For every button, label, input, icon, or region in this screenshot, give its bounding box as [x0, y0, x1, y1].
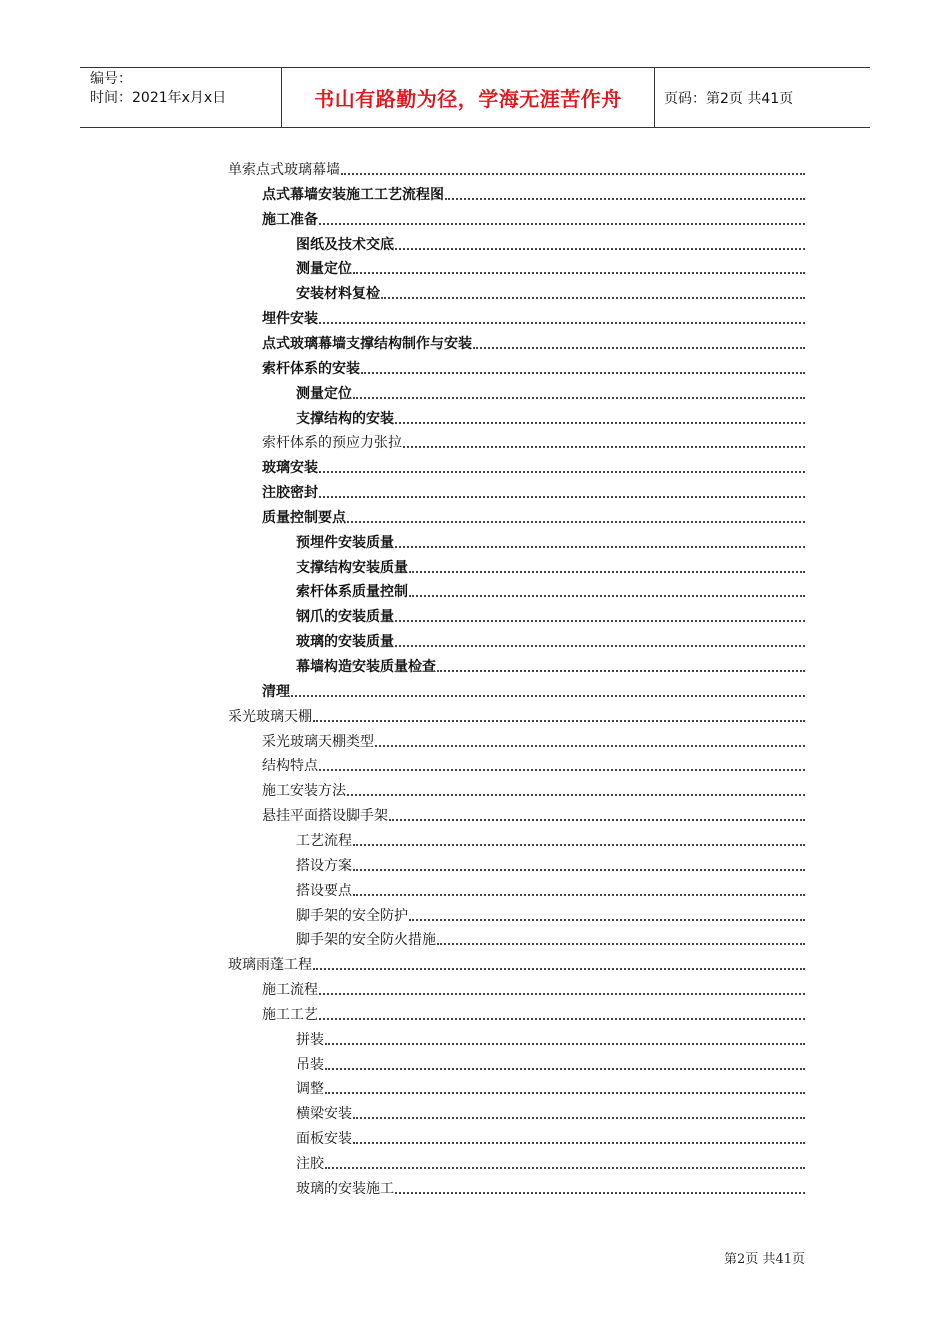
toc-dot-leader [319, 496, 805, 498]
toc-dot-leader [445, 198, 805, 200]
toc-dot-leader [409, 919, 805, 921]
toc-entry-label: 点式玻璃幕墙支撑结构制作与安装 [262, 335, 472, 352]
toc-dot-leader [381, 297, 805, 299]
toc-dot-leader [319, 471, 805, 473]
toc-entry[interactable] [262, 776, 805, 800]
toc-dot-leader [325, 1167, 805, 1169]
toc-entry-label: 支撑结构安装质量 [296, 559, 408, 576]
toc-dot-leader [325, 1043, 805, 1045]
toc-entry[interactable] [262, 1000, 805, 1024]
toc-entry-label: 采光玻璃天棚 [228, 708, 312, 725]
header-meta [80, 68, 282, 127]
toc-entry-label: 索杆体系的预应力张拉 [262, 435, 402, 452]
toc-entry[interactable] [262, 453, 805, 477]
toc-entry-label: 玻璃雨蓬工程 [228, 957, 312, 974]
toc-entry-label: 注胶 [296, 1156, 324, 1172]
toc-dot-leader [319, 769, 805, 771]
toc-entry-label: 工艺流程 [296, 832, 352, 849]
toc-entry[interactable] [296, 379, 805, 403]
toc-entry-label: 脚手架的安全防火措施 [296, 932, 436, 949]
toc-entry[interactable] [296, 1124, 805, 1148]
toc-entry-label: 悬挂平面搭设脚手架 [262, 808, 388, 825]
toc-dot-leader [409, 595, 805, 597]
document-number-label: 编号： [90, 71, 132, 87]
toc-entry[interactable] [296, 627, 805, 651]
toc-dot-leader [319, 1018, 805, 1020]
toc-entry[interactable] [296, 230, 805, 254]
toc-entry-label: 埋件安装 [262, 311, 318, 328]
toc-entry-label: 索杆体系质量控制 [296, 584, 408, 601]
toc-entry[interactable] [262, 304, 805, 328]
toc-dot-leader [375, 745, 805, 747]
toc-entry[interactable] [262, 478, 805, 502]
toc-entry[interactable] [262, 354, 805, 378]
toc-dot-leader [325, 1068, 805, 1070]
toc-entry[interactable] [262, 727, 805, 751]
toc-entry-label: 支撑结构的安装 [296, 410, 394, 427]
toc-entry[interactable] [296, 553, 805, 577]
toc-entry-label: 玻璃安装 [262, 460, 318, 477]
toc-entry[interactable] [262, 205, 805, 229]
toc-entry[interactable] [296, 602, 805, 626]
toc-entry[interactable] [296, 1025, 805, 1049]
toc-entry[interactable] [296, 404, 805, 428]
toc-dot-leader [437, 943, 805, 945]
toc-dot-leader [353, 272, 805, 274]
toc-dot-leader [319, 322, 805, 324]
toc-entry-label: 玻璃的安装质量 [296, 634, 394, 651]
toc-dot-leader [361, 372, 805, 374]
toc-entry-label: 脚手架的安全防护 [296, 907, 408, 924]
toc-entry-label: 钢爪的安装质量 [296, 609, 394, 626]
toc-entry[interactable] [228, 155, 805, 179]
toc-entry[interactable] [296, 826, 805, 850]
toc-entry[interactable] [296, 901, 805, 925]
document-time-label: 时间：2021年x月x日 [90, 90, 227, 106]
toc-dot-leader [347, 521, 805, 523]
toc-dot-leader [353, 844, 805, 846]
toc-entry[interactable] [296, 1149, 805, 1173]
toc-entry-label: 结构特点 [262, 758, 318, 775]
toc-dot-leader [313, 968, 805, 970]
toc-entry[interactable] [262, 428, 805, 452]
toc-dot-leader [437, 670, 805, 672]
toc-entry-label: 测量定位 [296, 261, 352, 278]
toc-dot-leader [395, 620, 805, 622]
header-motto-cell [282, 68, 655, 127]
toc-entry[interactable] [228, 702, 805, 726]
toc-dot-leader [395, 422, 805, 424]
toc-entry-label: 图纸及技术交底 [296, 236, 394, 253]
page-header [80, 67, 870, 128]
toc-entry-label: 搭设方案 [296, 857, 352, 874]
toc-entry[interactable] [296, 279, 805, 303]
toc-entry[interactable] [262, 503, 805, 527]
toc-entry[interactable] [296, 652, 805, 676]
toc-dot-leader [395, 1192, 805, 1194]
toc-entry[interactable] [296, 1074, 805, 1098]
toc-entry[interactable] [296, 577, 805, 601]
toc-dot-leader [325, 1092, 805, 1094]
toc-entry-label: 横梁安装 [296, 1106, 352, 1123]
toc-entry-label: 施工准备 [262, 211, 318, 228]
toc-dot-leader [395, 546, 805, 548]
toc-entry-label: 索杆体系的安装 [262, 360, 360, 377]
toc-entry[interactable] [296, 1099, 805, 1123]
toc-dot-leader [389, 819, 805, 821]
toc-entry-label: 点式幕墙安装施工工艺流程图 [262, 186, 444, 203]
toc-dot-leader [353, 1117, 805, 1119]
toc-dot-leader [353, 894, 805, 896]
toc-dot-leader [319, 993, 805, 995]
toc-dot-leader [395, 248, 805, 250]
toc-entry-label: 玻璃的安装施工 [296, 1180, 394, 1197]
toc-entry-label: 测量定位 [296, 385, 352, 402]
toc-entry-label: 幕墙构造安装质量检查 [296, 659, 436, 675]
toc-dot-leader [341, 173, 805, 175]
toc-dot-leader [353, 869, 805, 871]
toc-entry-label: 施工安装方法 [262, 783, 346, 800]
toc-dot-leader [313, 720, 805, 722]
toc-entry[interactable] [296, 254, 805, 278]
toc-entry-label: 采光玻璃天棚类型 [262, 733, 374, 750]
toc-entry[interactable] [296, 528, 805, 552]
toc-entry-label: 预埋件安装质量 [296, 534, 394, 551]
toc-entry-label: 单索点式玻璃幕墙 [228, 162, 340, 178]
toc-entry[interactable] [262, 180, 805, 204]
toc-entry-label: 吊装 [296, 1056, 324, 1073]
toc-entry-label: 质量控制要点 [262, 509, 346, 526]
toc-entry[interactable] [262, 677, 805, 701]
toc-entry-label: 注胶密封 [262, 485, 318, 502]
toc-entry-label: 安装材料复检 [296, 286, 380, 303]
toc-dot-leader [347, 794, 805, 796]
header-page-cell [655, 68, 870, 127]
toc-entry[interactable] [296, 925, 805, 949]
toc-dot-leader [403, 446, 805, 448]
footer-page-number: 第2页 共41页 [724, 1252, 805, 1267]
toc-dot-leader [291, 695, 805, 697]
toc-entry-label: 面板安装 [296, 1131, 352, 1148]
toc-entry[interactable] [296, 1050, 805, 1074]
toc-entry-label: 施工流程 [262, 982, 318, 999]
toc-entry[interactable] [296, 851, 805, 875]
toc-entry-label: 拼装 [296, 1031, 324, 1048]
toc-dot-leader [319, 223, 805, 225]
toc-entry[interactable] [296, 1174, 805, 1198]
toc-entry[interactable] [228, 950, 805, 974]
header-page-number: 页码：第2页 共41页 [664, 90, 794, 107]
toc-dot-leader [395, 645, 805, 647]
toc-entry-label: 调整 [296, 1081, 324, 1098]
toc-entry[interactable] [262, 975, 805, 999]
toc-dot-leader [353, 397, 805, 399]
toc-entry[interactable] [262, 329, 805, 353]
toc-entry[interactable] [296, 876, 805, 900]
toc-entry-label: 搭设要点 [296, 882, 352, 899]
toc-dot-leader [353, 1142, 805, 1144]
motto-text: 书山有路勤为径，学海无涯苦作舟 [314, 87, 622, 111]
toc-dot-leader [409, 571, 805, 573]
toc-entry-label: 清理 [262, 683, 290, 700]
toc-entry-label: 施工工艺 [262, 1006, 318, 1023]
toc-dot-leader [473, 347, 805, 349]
toc-entry[interactable] [262, 801, 805, 825]
toc-entry[interactable] [262, 751, 805, 775]
